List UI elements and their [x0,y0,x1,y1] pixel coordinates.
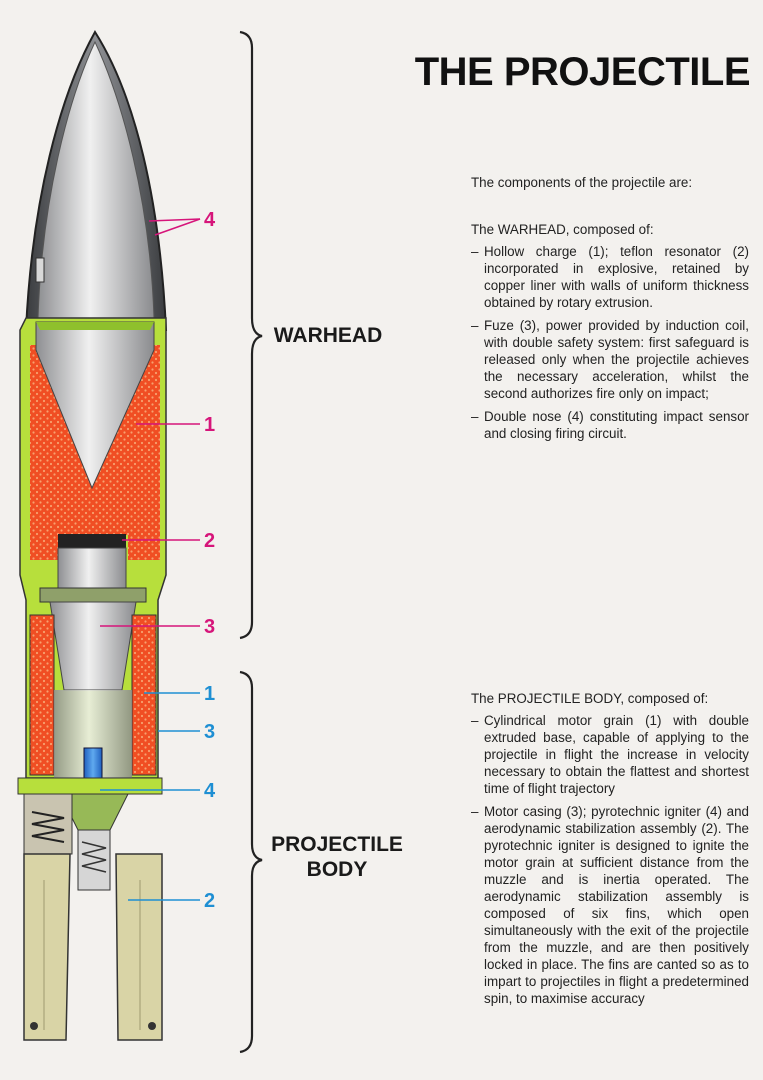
callout-warhead-2: 2 [204,530,216,552]
warhead-item: – Double nose (4) constituting impact sensor and closing firing circuit. [471,408,749,442]
callout-body-1: 1 [204,683,216,705]
projectile-body-label-line2: BODY [306,858,368,881]
teflon-resonator [58,534,126,548]
callout-line-warhead-4a [149,219,200,221]
warhead-item: – Hollow charge (1); teflon resonator (2) incorporated in explosive, retained by copper liner with walls of uniform thickness obtained by rotary extrusion. [471,243,749,311]
projectile-body-description [471,690,749,1013]
stabilization-fin-right [116,854,162,1040]
callout-warhead-3: 3 [204,616,216,638]
callout-body-3: 3 [204,721,216,743]
projectile-body-brace [240,672,262,1052]
warhead-heading: The WARHEAD, composed of: [471,222,654,237]
motor-grain-left [30,615,54,775]
intro-text: The components of the projectile are: [471,175,693,190]
warhead-brace [240,32,262,638]
fuze [50,602,136,690]
page-title: THE PROJECTILE [414,50,750,94]
callout-body-2: 2 [204,890,216,912]
warhead-item-list [471,243,749,442]
body-item: – Motor casing (3); pyrotechnic igniter (4) and aerodynamic stabilization assembly (2). The pyrotechnic igniter is designed to ignite the motor grain at sufficient distance from the muzzle and is inertia operated. The aerodynamic stabilization assembly is composed of six fins, which open simultaneously with the exit of the projectile from the muzzle, and are then positively locked in place. The fins are canted so as to impart to projectiles in flight a predetermined spin, to maximise accuracy [471,803,749,1007]
callout-warhead-4: 4 [204,209,216,231]
callout-line-warhead-4b [155,219,200,235]
nose-inner-cone [38,42,154,318]
projectile-body-label-line1: PROJECTILE [271,833,403,856]
body-item-list [471,712,749,1007]
stabilization-fin-left [24,854,70,1040]
warhead-item: – Fuze (3), power provided by induction coil, with double safety system: first safeguard is released only when the projectile achieves the necessary acceleration, whilst the second authorizes fire only on impact; [471,317,749,402]
motor-grain-right [132,615,156,775]
body-item: – Cylindrical motor grain (1) with double extruded base, capable of applying to the projectile in flight the increase in velocity necessary to obtain the flattest and shortest time of flight trajectory [471,712,749,797]
callout-warhead-1: 1 [204,414,216,436]
callout-body-4: 4 [204,780,216,802]
body-heading: The PROJECTILE BODY, composed of: [471,691,709,706]
warhead-description [471,174,749,448]
warhead-label: WARHEAD [273,324,383,347]
